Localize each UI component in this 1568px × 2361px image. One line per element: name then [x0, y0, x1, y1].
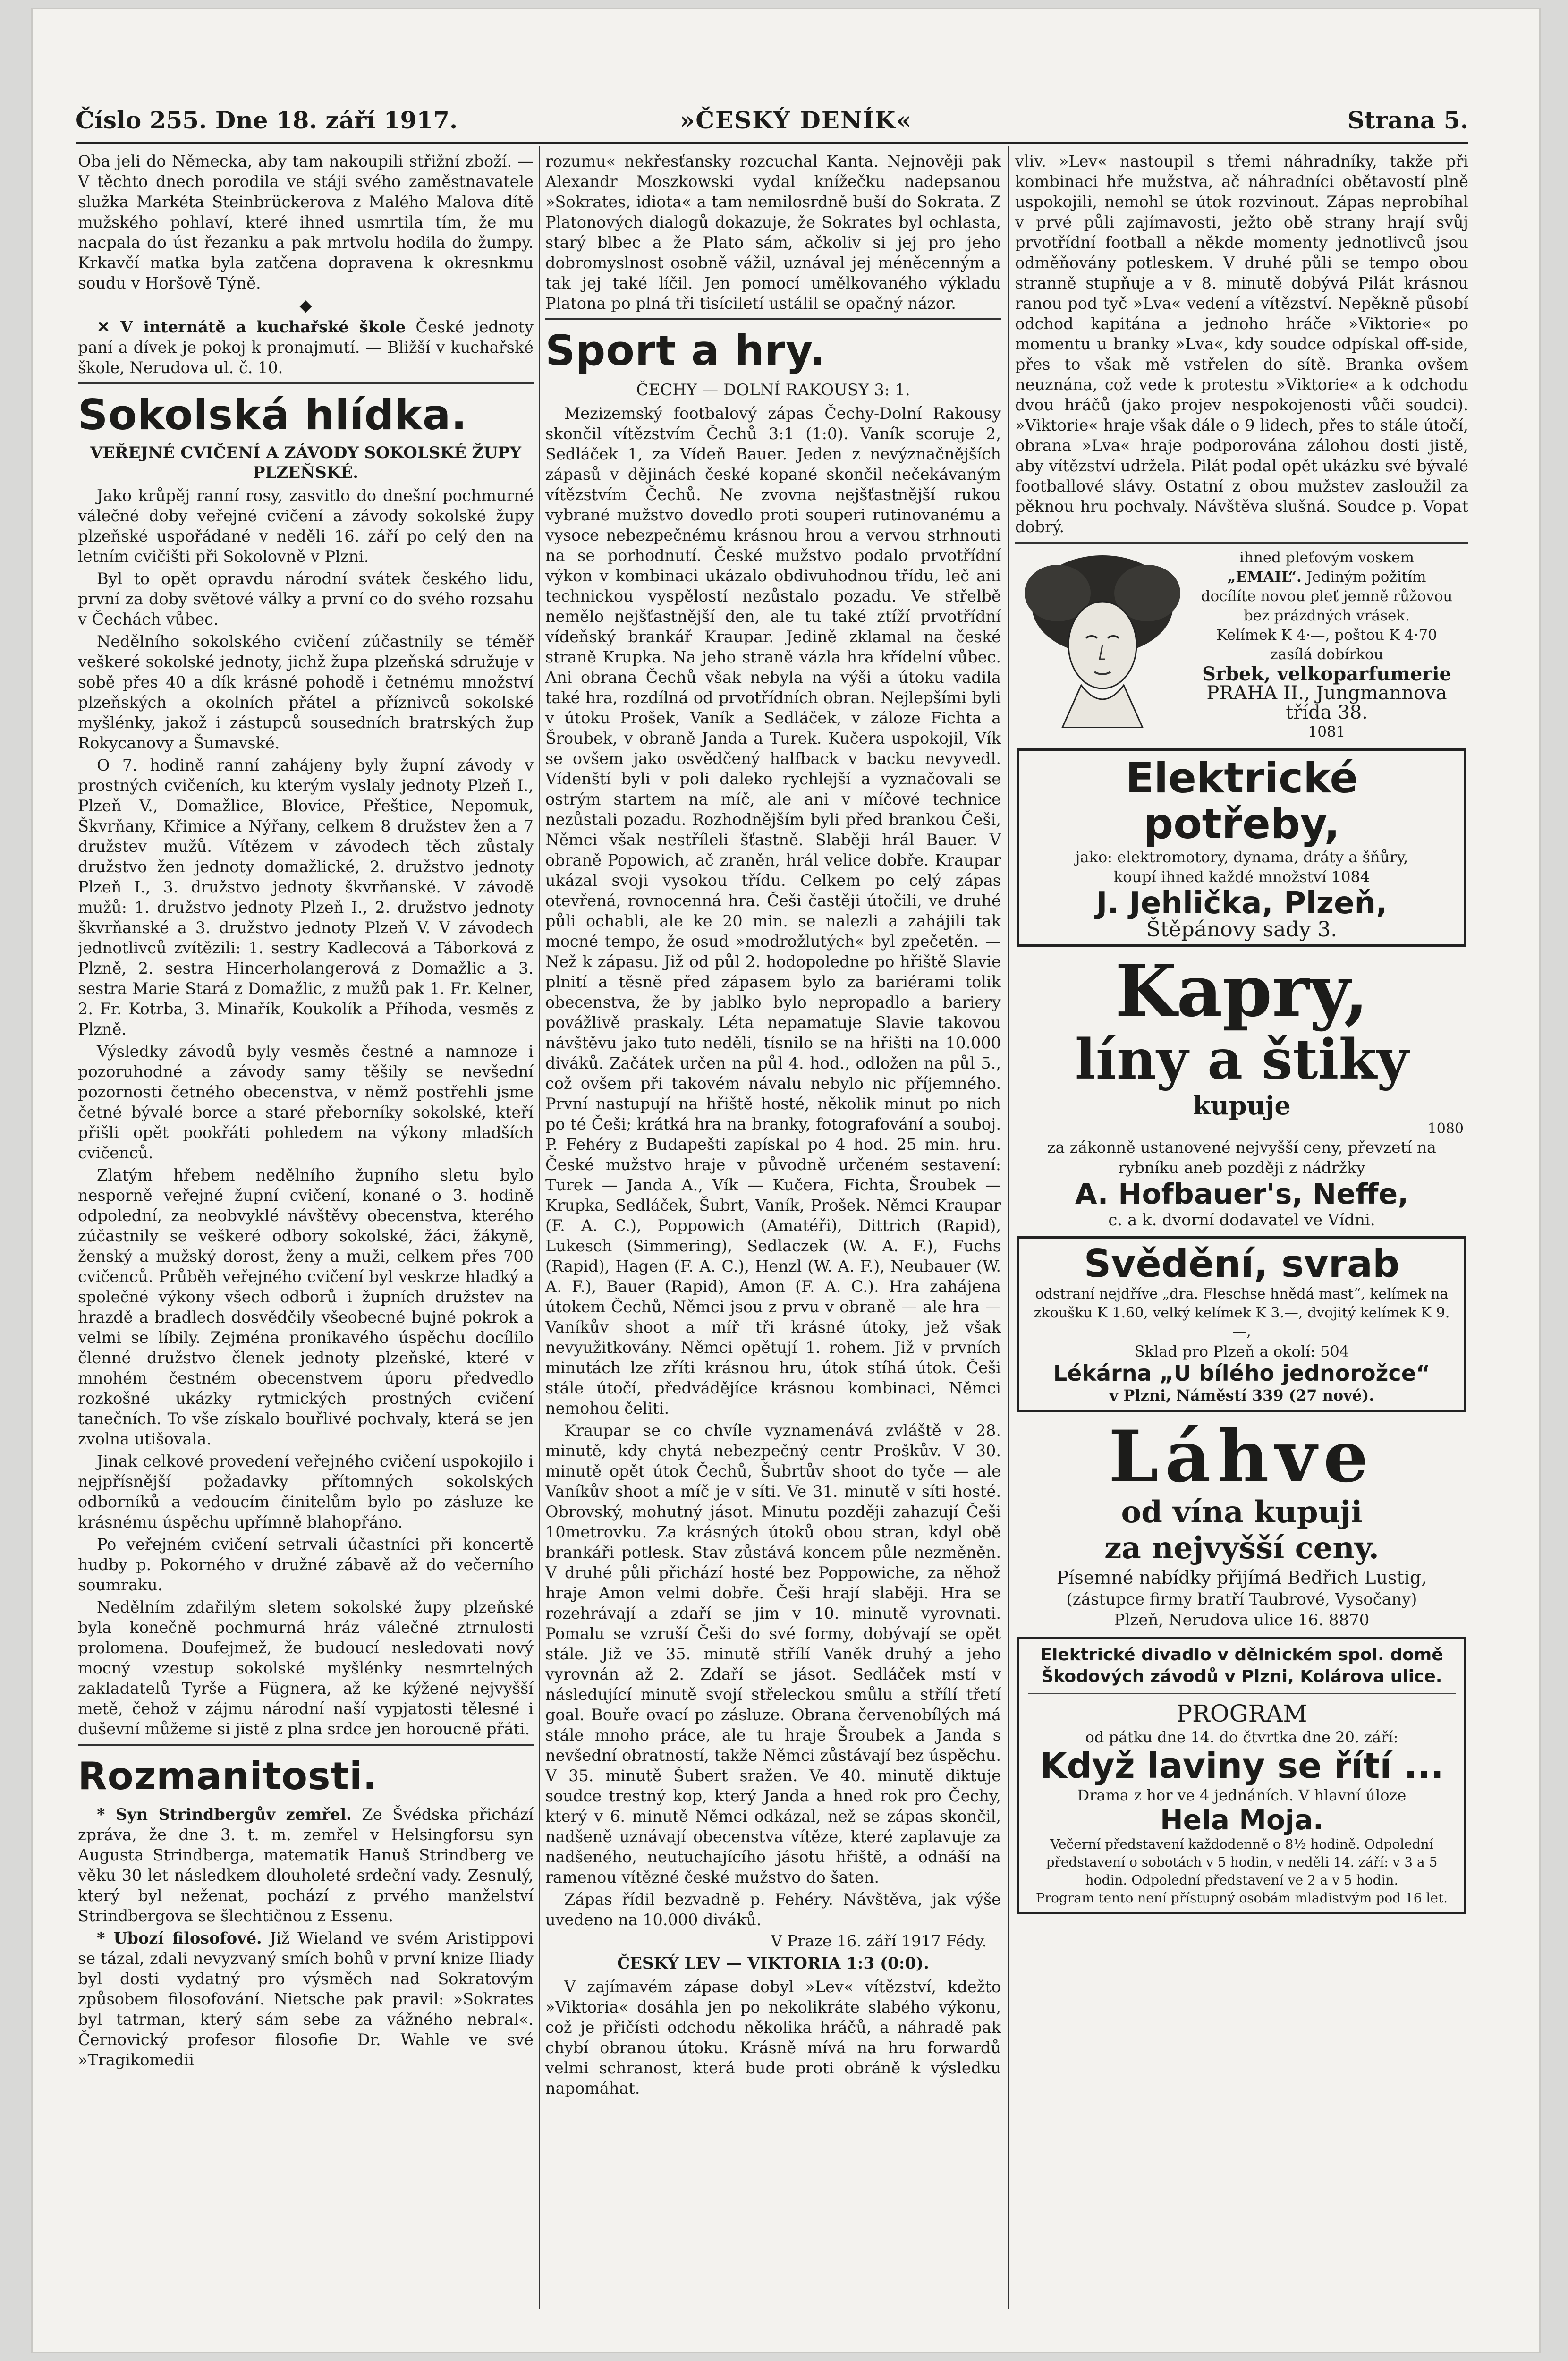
- match-title: ČECHY — DOLNÍ RAKOUSY 3: 1.: [636, 381, 910, 399]
- ad-line: Program tento není přístupný osobám mladistvým pod 16 let.: [1035, 1890, 1448, 1906]
- ad-line: odstraní nejdříve „dra. Fleschse hnědá mast“, kelímek na zkoušku K 1.60, velký kelímek K 3.—, dvojitý kelímek K 9.—,: [1034, 1285, 1450, 1340]
- ad-line: Plzeň, Nerudova ulice 16. 8870: [1114, 1610, 1370, 1630]
- column-divider: [1008, 146, 1009, 2309]
- article-paragraph: rozumu« nekřesťansky rozcuchal Kanta. Nejnověji pak Alexandr Moszkowski vydal knížečku nadepsanou »Sokrates, idiota« a tam nemilosrdně buší do Sokrata. Z Platonových dialogů dokazuje, že Sokrates byl ochlasta, starý blbec a že Plato sám, ačkoliv si jej pro jeho dobromyslnost osobně vážil, uznával jej méněcenným a tak jej také líčil. Jen pomocí umělkovaného výkladu Platona po plná tři tisíciletí ustálil se opačný názor.: [545, 152, 1001, 313]
- ad-cinema-program: [1017, 1637, 1466, 1914]
- article-paragraph: Mezizemský footbalový zápas Čechy-Dolní Rakousy skončil vítězstvím Čechů 3:1 (1:0). Vaník scoruje 2, Sedláček 1, za Vídeň Bauer. Jeden z nevýznačnějších zápasů v dějinách české kopané skončil nečekávaným vítězstvím Čechů. Ne zvovna nejšťastnější rukou vybrané mužstvo dovedlo proti souperi rutinovanému a vysoce nebezpečnému krásnou hrou a vervou strhnouti na se porhodnutí. České mužstvo podalo prvotřídní výkon v kombinaci ukázalo obdivuhodnou třídu, leč ani technickou vyspělostí nezůstalo pozadu. Ve střelbě nemělo nejšťastnější den, ale tu také ztíží prvotřídní vídeňský brankář Kraupar. Jedině zklamal na české straně Krupka. Na jeho straně vázla hra křídelní vůbec. Ani obrana Čechů však nebyla na výši a útoku vadila také hra, rozdílná od prvotřídních obran. Nejlepšími byli v útoku Prošek, Vaník a Sedláček, v záloze Fichta a Šroubek, v obraně Janda a Turek. Kučera uspokojil, Vík se ovšem jako osvědčený halfback v backu nevyvedl. Vídenští byli v poli daleko rychlejší a vyznačovali se ostrým startem na míč, ale ani v míčové technice nezůstali pozadu. Rozhodnějším byli před brankou Češi, Němci však nestříleli šťastně. Slaběji hrál Bauer. V obraně Popowich, ač zraněn, hrál velice dobře. Kraupar ukázal svoji vysokou třídu. Celkem po celý zápas otevřená, rovnocenná hra. Češi častěji útočili, ve druhé půli ochabli, ale ke 20 min. se nalezli a zahájili tak mocné tempo, že osud »modrožlutých« byl zpečetěn. — Než k zápasu. Již od půl 2. hodopoledne po hřiště Slavie plnití a těsně před zápasem bylo za bariérami tolik obecenstva, že by jablko bylo nepropadlo a barierу povážlivě praskaly. Léta nepamatuje Slavie takovou návštěvu jako tuto neděli, tísnilo se na hřišti na 10.000 diváků. Začátek určen na půl 4. hod., odložen na půl 5., což ovšem při takovém návalu nebylo nic příjemného. První nastupují na hřiště hosté, několik minut po nich po té Češi; krátká hra na branky, fotografování a souboj. P. Fehéry z Budapešti zapískal po 4 hod. 25 min. hru. České mužstvo hraje v původně určeném sestavení: Turek — Janda A., Vík — Kučera, Fichta, Šroubek — Krupka, Sedláček, Šubrt, Vaník, Prošek. Němci Kraupar (F. A. C.), Poppowich (Amatéři), Dittrich (Rapid), Lukesch (Simmering), Sedlaczek (W. A. F.), Fuchs (Rapid), Hagen (F. A. C.), Henzl (W. A. F.), Neubauer (W. A. F.), Bauer (Rapid), Amon (F. A. C.). Hra zahájena útokem Čechů, Němci jsou z prvu v obraně — ale hra — Vaníkův shoot a míř tři krásné útoky, jež však nevyužitkovány. Němci opětují 1. rohem. Již v prvních minutách lze zříti krásnou hru, útok stíhá útok. Češi stále útočí, předvádějíce krásnou kombinaci, Němci nemohou čeliti.: [545, 404, 1001, 1418]
- sokol-heading: Sokolská hlídka.: [78, 391, 467, 439]
- article-paragraph: Jinak celkové provedení veřejného cvičení uspokojilo i nejpřísnější požadavky přítomných sokolských odborníků a vedoucím činitelům bylo po zásluze ke krásnému úspěchu upřímně blahopřáno.: [78, 1452, 534, 1531]
- column-1: [78, 151, 534, 2309]
- match-title: ČESKÝ LEV — VIKTORIA 1:3 (0:0).: [617, 1954, 929, 1973]
- column-3: [1015, 151, 1468, 2309]
- notice-paragraph: ✕ V internátě a kuchařské škole České jednoty paní a dívek je pokoj k pronajmutí. — Bližší v kuchařské škole, Nerudova ul. č. 10.: [78, 318, 534, 377]
- sokol-subheading: VEŘEJNÉ CVIČENÍ A ZÁVODY SOKOLSKÉ ŽUPY PLZEŇSKÉ.: [90, 443, 521, 482]
- ad-line: Drama z hor ve 4 jednáních. V hlavní úloze: [1077, 1786, 1407, 1804]
- page-header: [76, 106, 1468, 142]
- ad-title: líny a štiky: [1075, 1027, 1409, 1092]
- ad-title: Svědění, svrab: [1084, 1241, 1400, 1286]
- ad-line: Kelímek K 4·—, poštou K 4·70: [1216, 627, 1437, 644]
- ad-dates: od pátku dne 14. do čtvrtka dne 20. září:: [1085, 1728, 1398, 1746]
- ad-line: (zástupce firmy bratří Taubrové, Vysočany): [1066, 1589, 1417, 1609]
- header-rule: [76, 142, 1468, 144]
- ad-line: docílíte novou pleť jemně růžovou bez prázdných vrásek.: [1201, 588, 1453, 624]
- rozmanitosti-heading: Rozmanitosti.: [78, 1754, 378, 1798]
- ad-line: „EMAIL“. Jediným požitím: [1227, 569, 1426, 586]
- section-rule: [545, 318, 1001, 320]
- ad-address: PRAHA II., Jungmannova třída 38.: [1206, 682, 1447, 723]
- ad-title: Kapry,: [1115, 949, 1369, 1033]
- divider: [1028, 1693, 1456, 1694]
- ad-number: 1080: [1427, 1120, 1464, 1137]
- ad-film-title: Když laviny se řítí ...: [1040, 1745, 1444, 1786]
- header-page-number: Strana 5.: [1347, 106, 1468, 134]
- intro-paragraph: Oba jeli do Německa, aby tam nakoupili střižní zboží. — V těchto dnech porodila ve stáji svého zaměstnavatele služka Markéta Steinbrückerova z Malého Malova dítě mužského pohlaví, které ihned usmrtila tím, že mu nacpala do úst řezanku a pak mrtvolu hodila do žumpy. Krkavčí matka byla zatčena dopravena k okresnkmu soudu v Horšově Týně.: [78, 152, 534, 292]
- ad-address: v Plzni, Náměstí 339 (27 nové).: [1109, 1386, 1374, 1404]
- ad-firm: A. Hofbauer's, Neffe,: [1075, 1177, 1408, 1211]
- ad-line: c. a k. dvorní dodavatel ve Vídni.: [1108, 1210, 1375, 1230]
- ad-subtitle: kupuje: [1193, 1090, 1291, 1121]
- sport-heading: Sport a hry.: [545, 326, 826, 375]
- ornament-diamond: ◆: [299, 296, 312, 315]
- article-paragraph: * Ubozí filosofové. Již Wieland ve svém Aristippovi se tázal, zdali nevyzvaný smích bohů v první knize Iliady byl dosti vydatný pro výsměch nad Sokratovým způsobem filosofování. Nietsche pak pravil: »Sokrates byl tatrman, který sám sebe za vážného nebral«. Černovický profesor filosofie Dr. Wahle ve své »Tragikomedii: [78, 1929, 534, 2069]
- ad-line: za zákonně ustanovené nejvyšší ceny, převzetí na rybníku aneb později z nádržky: [1047, 1138, 1436, 1177]
- ad-subtitle: za nejvyšší ceny.: [1104, 1530, 1379, 1566]
- ad-subtitle: od vína kupuji: [1121, 1494, 1363, 1530]
- ad-address: Štěpánovy sady 3.: [1146, 917, 1338, 942]
- article-paragraph: Zápas řídil bezvadně p. Fehéry. Návštěva, jak výše uvedeno na 10.000 diváků.: [545, 1890, 1001, 1929]
- article-paragraph: O 7. hodině ranní zahájeny byly župní závody v prostných cvičeních, ku kterým vyslaly jednoty Plzeň I., Plzeň V., Domažlice, Blovice, Přeštice, Nepomuk, Škvrňany, Křimice a Nýřany, celkem 8 družstev žen a 7 družstev mužů. Vítězem v závodech těch zůstaly družstvo žen jednoty domažlické, 2. družstvo jednoty Plzeň I., 3. družstvo jednoty škvrňanské. V závodě mužů: 1. družstvo jednoty Plzeň I., 2. družstvo jednoty škvrňanské a 3. družstvo jednoty Plzeň V. V závodech jednotlivců zvítězili: 1. sestry Kadlecová a Táborková z Plzně, 2. sestra Hincerholangerová z Domažlic a 3. sestra Marie Stará z Domažlic, z mužů pak 1. Fr. Kelner, 2. Fr. Kotrba, 3. Minařík, Koukolík a Příhoda, vesměs z Plzně.: [78, 756, 534, 1038]
- header-issue-date: Číslo 255. Dne 18. září 1917.: [76, 106, 458, 134]
- ad-email-wax: [1015, 548, 1468, 742]
- ad-star: Hela Moja.: [1160, 1803, 1323, 1836]
- article-paragraph: Kraupar se co chvíle vyznamenává zvláště v 28. minutě, kdy chytá nebezpečný centr Proškův. V 30. minutě opět útok Čechů, Šubrtův shoot do tyče — ale Vaníkův shoot a míč je v síti. Ve 31. minutě v síti hosté. Obrovský, mohutný jásot. Minutu později zahazují Češi 10metrovku. Za krásných útoků obou stran, kdyl obě brankáři potlesk. Stav zůstává koncem půle nezměněn. V druhé půli přichází hosté bez Poppowiche, za něhož hraje Amon velmi dobře. Češi hrají slaběji. Hra se rozehrávají a zdaří se jim v 10. minutě vyrovnati. Pomalu se vzruší Češi do své formy, dobývají se opět stále. Již ve 35. minutě střílí Vaněk druhý a jeho vyrovnán až 2. Zdaří se jásot. Sedláček mstí v následující minutě svojí střeleckou smůlu a střílí třetí goal. Bouře ovací po zásluze. Obrana červenobílých má stále mnoho práce, ale tu hraje Šroubek a Janda s nevšední obratností, takže Němci zůstávají bez úspěchu. V 35. minutě Šubert sražen. Ve 40. minutě diktuje soudce trestný kop, který Janda a hned rok pro Čechy, který v 6. minutě Němci odkázal, než se zápas skončil, nadšeně uznávají obecenstva vítěze, které zaplavuje za nadšeného, neutuchajícího jásotu hřiště, a odnáší na ramenou vítězné české mužstvo do šaten.: [545, 1421, 1001, 1886]
- ad-line: ihned pleťovým voskem: [1239, 549, 1414, 566]
- ad-line: Večerní představení každodenně o 8½ hodině. Odpolední představení o sobotách v 5 hodin, v neděli 14. září: v 3 a 5 hodin. Odpolední představení ve 2 a v 5 hodin.: [1046, 1836, 1438, 1888]
- section-rule: [78, 382, 534, 384]
- ad-wine-bottles: [1015, 1415, 1468, 1631]
- ad-firm: Srbek, velkoparfumerie: [1202, 663, 1451, 685]
- ad-electrical-supplies: [1017, 748, 1466, 947]
- ad-title: Elektrické divadlo v dělnickém spol. domě Škodových závodů v Plzni, Kolárova ulice.: [1040, 1645, 1443, 1686]
- ad-title: Láhve: [1108, 1415, 1375, 1498]
- article-paragraph: Jako krůpěj ranní rosy, zasvitlo do dnešní pochmurné válečné doby veřejné cvičení a závody sokolské župy plzeňské uspořádané v neděli 16. září po celý den na letním cvičišti při Sokolovně v Plzni.: [78, 486, 534, 566]
- article-paragraph: V zajímavém zápase dobyl »Lev« vítězství, kdežto »Viktoria« dosáhla jen po nekolikráte slabého výkonu, což je přičísti odchodu několika hráčů, a náhradě pak chybí obranou útoku. Krásně mívá na hru forwardů velmi schranost, která bude proti obráně k výsledku napomáhat.: [545, 1978, 1001, 2098]
- ad-itch-ointment: [1017, 1236, 1466, 1412]
- ad-carp-fish: [1015, 949, 1468, 1230]
- ad-firm: Lékárna „U bílého jednorožce“: [1053, 1360, 1431, 1386]
- article-paragraph: Zlatým hřebem nedělního župního sletu bylo nesporně veřejné župní cvičení, konané o 3. hodině odpolední, za neobvyklé návštěvy obecenstva, kterého zúčastnily se veškeré odbory sokolské, žáci, žákyně, ženský a mužský dorost, ženy a muži, celkem přes 700 cvičenců. Průběh veřejného cvičení byl veskrze hladký a společné výkony všech odborů i župních družstev na hrazdě a bradlech dosvědčily všeobecné bujné pokrok a velmi se líbily. Zejména pronikavého úspěchu docílilo členné družstvo členek jednoty plzeňské, které v mnohém čestném obecenstvem úporu předvedlo rozkošné ukázky rytmických prostných cvičení tanečních. To vše získalo bouřlivé pochvaly, která se jen zvolna utišovala.: [78, 1166, 534, 1448]
- ad-line: koupí ihned každé množství 1084: [1113, 867, 1370, 886]
- signature-line: V Praze 16. září 1917 Fédy.: [771, 1932, 987, 1950]
- article-paragraph: * Syn Strindbergův zemřel. Ze Švédska přichází zpráva, že dne 3. t. m. zemřel v Helsingforsu syn Augusta Strindberga, matematik Hanuš Strindberg ve věku 30 let následkem dlouholeté srdeční vady. Zesnulý, který byl neženat, pochází z prvého manželství Strindbergova se šlechtičnou z Essenu.: [78, 1805, 534, 1925]
- section-rule: [78, 1744, 534, 1746]
- article-paragraph: Po veřejném cvičení setrvali účastníci při koncertě hudby p. Pokorného v družné zábavě až do večerního soumraku.: [78, 1535, 534, 1594]
- article-paragraph: Nedělním zdařilým sletem sokolské župy plzeňské byla konečně pochmurná hráz válečné ztrnulosti prolomena. Doufejmež, že budoucí nesledovati nový mocný vzestup sokolské myšlénky nesmrtelných zakladatelů Tyrše a Fügnera, až ke kýžené nejvyšší metě, čehož v zájmu národní naší vypjatosti tělesné i duševní můžeme si jistě z plna srdce jen horoucně přáti.: [78, 1598, 534, 1738]
- ad-title: Elektrické potřeby,: [1125, 754, 1358, 848]
- article-paragraph: Výsledky závodů byly vesměs čestné a namnoze i pozoruhodné a závody samy těšily se nevšední pozornosti četného obecenstva, v němž postřehli jsme četné bývalé borce a staré přeborníky sokolské, kteří přišli opět pookřáti pohledem na výkony mladších cvičenců.: [78, 1042, 534, 1162]
- ad-program-label: PROGRAM: [1176, 1699, 1307, 1727]
- ad-number: 1081: [1308, 723, 1346, 740]
- column-divider: [539, 146, 540, 2309]
- ad-line: jako: elektromotory, dynama, dráty a šňůry,: [1075, 848, 1408, 866]
- ad-line: zasílá dobírkou: [1270, 646, 1383, 663]
- ad-line: Písemné nabídky přijímá Bedřich Lustig,: [1056, 1567, 1427, 1588]
- woman-portrait-illustration: [1020, 548, 1185, 728]
- section-rule: [1015, 542, 1468, 544]
- ad-firm: J. Jehlička, Plzeň,: [1096, 885, 1388, 921]
- column-2: [545, 151, 1001, 2309]
- article-paragraph: Nedělního sokolského cvičení zúčastnily se téměř veškeré sokolské jednoty, jichž župa plzeňská sdružuje v sobě přes 40 a dík krásné pohodě i četnému množství plzeňských a okolních přátel a příznivců sokolské myšlénky, jakož i zástupců sousedních bratrských žup Rokycanovy a Šumavské.: [78, 632, 534, 752]
- ad-line: Sklad pro Plzeň a okolí: 504: [1134, 1342, 1349, 1360]
- article-paragraph: Byl to opět opravdu národní svátek českého lidu, první za doby světové války a první co do svého rozsahu v Čechách vůbec.: [78, 569, 534, 628]
- header-title: »ČESKÝ DENÍK«: [680, 106, 912, 134]
- article-paragraph: vliv. »Lev« nastoupil s třemi náhradníky, takže při kombinaci hře mužstva, ač náhradníci obětavostí plně uspokojili, nemohl se útok rozvinout. Zápas neprobíhal v prvé půli zajímavosti, ježto obě strany hrají svůj prvotřídní football a někde momenty jednotlivců jsou odměňovány potleskem. V druhé půli se tempo obou stranně stupňuje a v 8. minutě dobývá Pilát krásnou ranou pod tyč »Lva« vedení a vítězství. Nepěkně působí odchod kapitána a jednoho hráče »Viktorie« po momentu u branky »Lva«, kdy soudce odpískal off-side, přes to však mě vstřelen do sítě. Branka ovšem neuznána, což vede k protestu »Viktorie« a k odchodu dvou hráčů (jako projev nespokojenosti vůči soudci). »Viktorie« hraje však dále o 9 lidech, přes to stále útočí, obrana »Lva« hraje podporována zálohou dosti jistě, aby vítězství udržela. Pilát podal opět ukázku své bývalé footballové slávy. Ostatní z obou mužstev zasloužil za pěknou hru pochvaly. Návštěva slušná. Soudce p. Vopat dobrý.: [1015, 152, 1468, 536]
